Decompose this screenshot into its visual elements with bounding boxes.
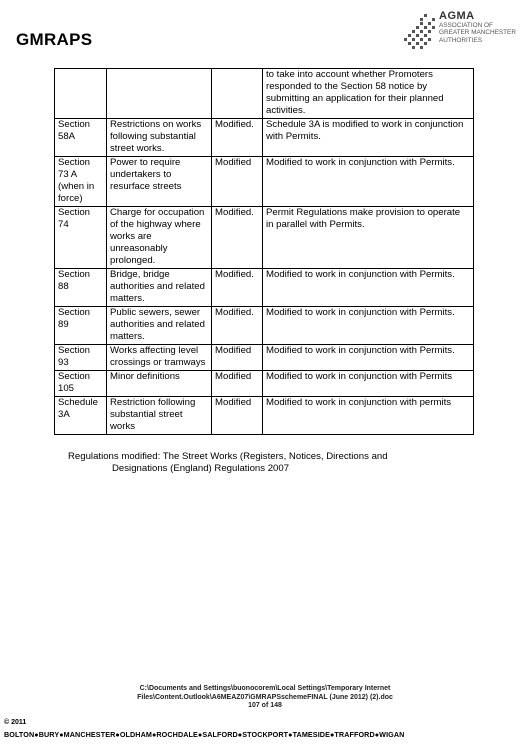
detail-cell: Modified to work in conjunction with permits [263, 397, 474, 435]
detail-cell: Permit Regulations make provision to operate in parallel with Permits. [263, 207, 474, 269]
section-cell: Section 74 [55, 207, 107, 269]
description-cell: Minor definitions [107, 371, 212, 397]
copyright: © 2011 [4, 719, 27, 726]
table-row [55, 397, 474, 435]
agma-logo [402, 10, 522, 52]
header-title: GMRAPS [16, 30, 93, 49]
section-cell: Section 89 [55, 307, 107, 345]
description-cell: Works affecting level crossings or tramways [107, 345, 212, 371]
detail-cell: Schedule 3A is modified to work in conjunction with Permits. [263, 119, 474, 157]
section-cell: Schedule 3A [55, 397, 107, 435]
doc-path-line-1: C:\Documents and Settings\buonocorem\Local Settings\Temporary Internet [139, 685, 391, 692]
footnote-line-2: Designations (England) Regulations 2007 [112, 463, 290, 474]
status-cell: Modified. [212, 207, 263, 269]
doc-path-line-2: Files\Content.Outlook\A6MEAZ07\GMRAPSschemeFINAL (June 2012) (2).doc [137, 693, 393, 701]
page-number: 107 of 148 [248, 702, 282, 710]
detail-cell: Modified to work in conjunction with Permits. [263, 307, 474, 345]
detail-cell: Modified to work in conjunction with Permits [263, 371, 474, 397]
logo-subtitle-2: GREATER MANCHESTER [439, 29, 516, 37]
detail-cell: Modified to work in conjunction with Permits. [263, 269, 474, 307]
agma-logo-icon [402, 14, 436, 50]
logo-name: AGMA [439, 10, 475, 22]
description-cell [107, 69, 212, 119]
logo-subtitle-3: AUTHORITIES [439, 36, 482, 44]
regulations-footnote [68, 451, 468, 475]
table-row [55, 371, 474, 397]
table-row [55, 307, 474, 345]
status-cell: Modified [212, 397, 263, 435]
detail-cell: to take into account whether Promoters responded to the Section 58 notice by submitting an application for their planned activities. [263, 69, 474, 119]
status-cell [212, 69, 263, 119]
logo-subtitle-1: ASSOCIATION OF [439, 22, 493, 29]
regulations-table [54, 68, 474, 435]
description-cell: Bridge, bridge authorities and related matters. [107, 269, 212, 307]
detail-cell: Modified to work in conjunction with Permits. [263, 157, 474, 207]
table-row [55, 157, 474, 207]
table-row [55, 69, 474, 119]
status-cell: Modified. [212, 269, 263, 307]
status-cell: Modified. [212, 307, 263, 345]
table-row [55, 207, 474, 269]
document-path [80, 685, 450, 711]
footnote-line-1: Regulations modified: The Street Works (Registers, Notices, Directions and [68, 451, 388, 462]
description-cell: Restrictions on works following substantial street works. [107, 119, 212, 157]
description-cell: Restriction following substantial street works [107, 397, 212, 435]
section-cell [55, 69, 107, 119]
description-cell: Public sewers, sewer authorities and related matters. [107, 307, 212, 345]
section-cell: Section 73 A (when in force) [55, 157, 107, 207]
table-row [55, 119, 474, 157]
section-cell: Section 93 [55, 345, 107, 371]
district-list: BOLTON●BURY●MANCHESTER●OLDHAM●ROCHDALE●SALFORD●STOCKPORT●TAMESIDE●TRAFFORD●WIGAN [4, 730, 405, 739]
section-cell: Section 88 [55, 269, 107, 307]
table-row [55, 345, 474, 371]
table-row [55, 269, 474, 307]
status-cell: Modified [212, 371, 263, 397]
status-cell: Modified [212, 345, 263, 371]
section-cell: Section 58A [55, 119, 107, 157]
status-cell: Modified. [212, 119, 263, 157]
description-cell: Power to require undertakers to resurface streets [107, 157, 212, 207]
description-cell: Charge for occupation of the highway where works are unreasonably prolonged. [107, 207, 212, 269]
status-cell: Modified [212, 157, 263, 207]
section-cell: Section 105 [55, 371, 107, 397]
detail-cell: Modified to work in conjunction with Permits. [263, 345, 474, 371]
